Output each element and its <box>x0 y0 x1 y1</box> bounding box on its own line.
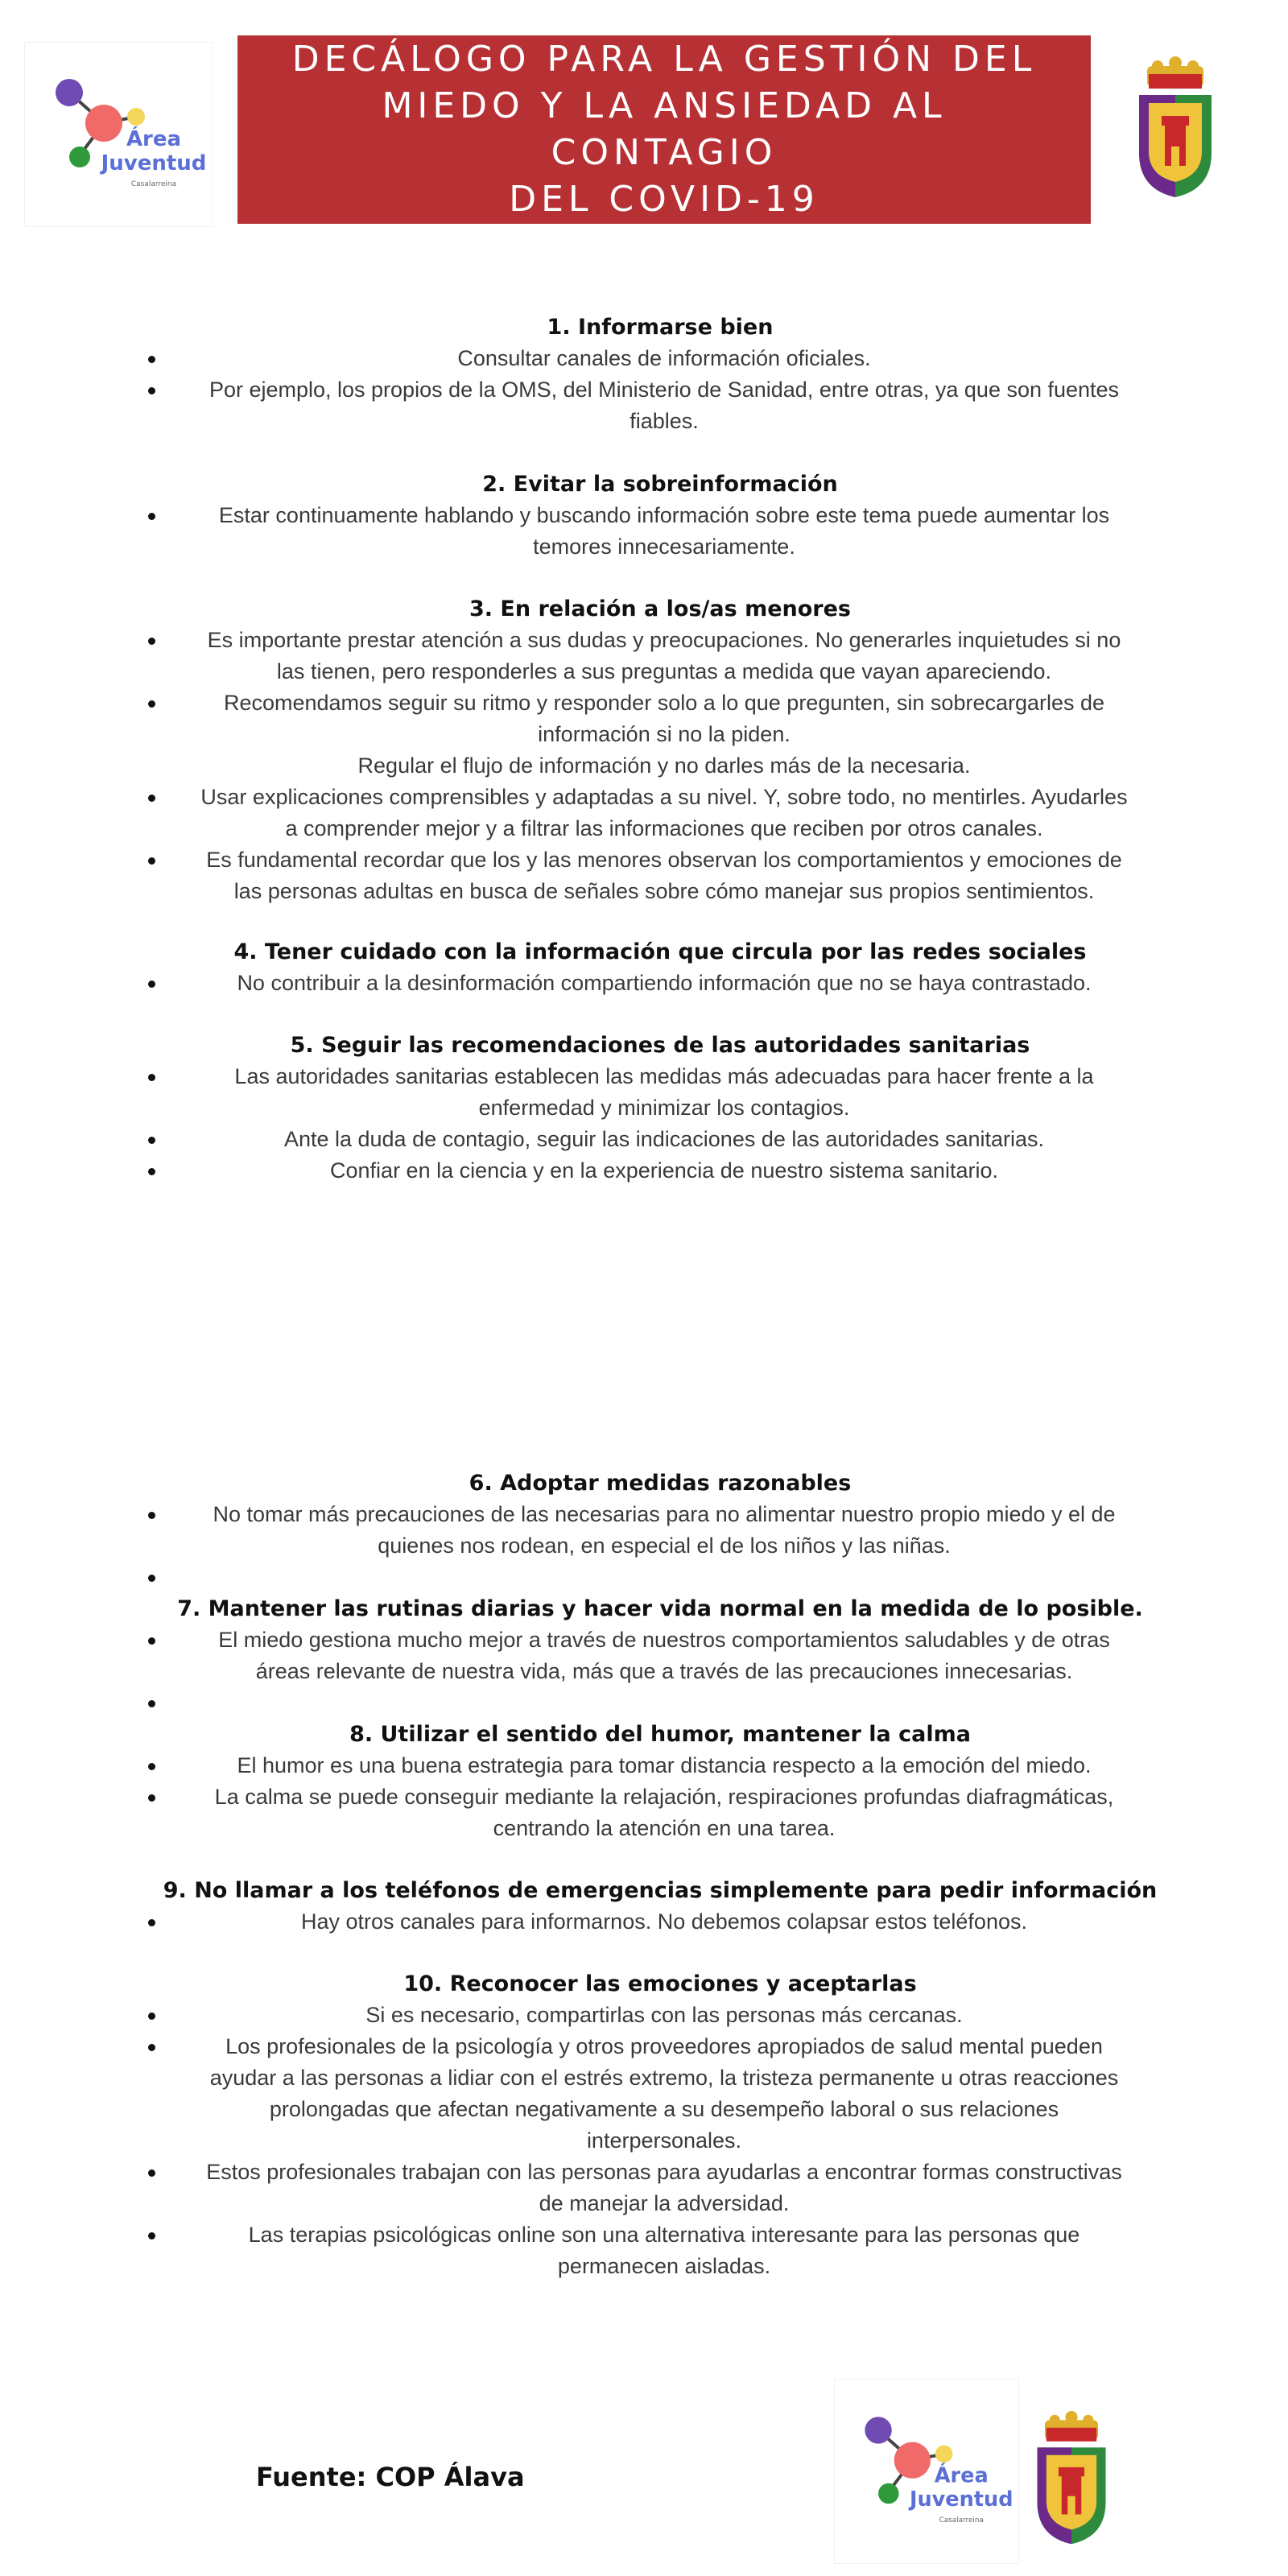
area-juventud-logo-icon <box>25 43 212 226</box>
title-banner <box>237 35 1091 224</box>
coat-of-arms-footer <box>1029 2411 1114 2548</box>
list-item: No contribuir a la desinformación compartiendo información que no se haya contrastado. <box>137 968 1183 999</box>
list-item: Usar explicaciones comprensibles y adaptadas a su nivel. Y, sobre todo, no mentirles. Ayudarles a comprender mejor y a filtrar las informaciones que reciben por otros canales. <box>137 782 1183 844</box>
area-juventud-logo <box>24 42 213 227</box>
section-title: 4. Tener cuidado con la información que circula por las redes sociales <box>233 939 1087 964</box>
section-2 <box>137 469 1183 563</box>
area-juventud-logo-icon <box>835 2380 1018 2563</box>
list-item: Consultar canales de información oficiales. <box>137 343 1183 374</box>
list-item-empty <box>137 1562 1183 1593</box>
section-6 <box>137 1468 1183 1593</box>
section-title: 9. No llamar a los teléfonos de emergencias simplemente para pedir información <box>163 1878 1158 1903</box>
svg-text:Juventud: Juventud <box>101 151 207 175</box>
bullet-list <box>137 500 1183 563</box>
list-item: Recomendamos seguir su ritmo y responder solo a lo que pregunten, sin sobrecargarles de información si no la piden. <box>137 687 1183 750</box>
list-item: Hay otros canales para informarnos. No debemos colapsar estos teléfonos. <box>137 1906 1183 1938</box>
bullet-list <box>137 625 1183 907</box>
coat-of-arms <box>1131 56 1220 201</box>
svg-text:Área: Área <box>934 2463 989 2488</box>
section-title: 1. Informarse bien <box>547 315 774 340</box>
section-title: 3. En relación a los/as menores <box>469 597 851 621</box>
svg-text:Casalarreina: Casalarreina <box>939 2516 984 2524</box>
list-item: El miedo gestiona mucho mejor a través de nuestros comportamientos saludables y de otras áreas relevante de nuestra vida, más que a través de las precauciones innecesarias. <box>137 1624 1183 1687</box>
bullet-list <box>137 343 1183 437</box>
list-item: No tomar más precauciones de las necesarias para no alimentar nuestro propio miedo y el de quienes nos rodean, en especial el de los niños y las niñas. <box>137 1499 1183 1562</box>
section-title: 8. Utilizar el sentido del humor, mantener la calma <box>349 1722 971 1747</box>
list-item: Por ejemplo, los propios de la OMS, del Ministerio de Sanidad, entre otras, ya que son fuentes fiables. <box>137 374 1183 437</box>
section-1 <box>137 312 1183 437</box>
list-item: Si es necesario, compartirlas con las personas más cercanas. <box>137 2000 1183 2031</box>
bullet-list <box>137 968 1183 999</box>
area-juventud-logo-footer <box>834 2379 1019 2564</box>
bullet-list <box>137 1499 1183 1593</box>
section-title: 7. Mantener las rutinas diarias y hacer vida normal en la medida de lo posible. <box>177 1596 1143 1621</box>
bullet-list <box>137 1750 1183 1844</box>
page-title: DECÁLOGO PARA LA GESTIÓN DEL MIEDO Y LA ANSIEDAD AL CONTAGIO DEL COVID-19 <box>291 39 1037 220</box>
svg-text:Casalarreina: Casalarreina <box>130 180 177 188</box>
section-7 <box>137 1594 1183 1719</box>
list-note: Regular el flujo de información y no darles más de la necesaria. <box>357 753 971 778</box>
coat-of-arms-icon <box>1131 56 1220 201</box>
list-item-empty <box>137 1687 1183 1719</box>
svg-text:Área: Área <box>126 127 182 151</box>
section-10 <box>137 1969 1183 2282</box>
section-8 <box>137 1719 1183 1844</box>
coat-of-arms-icon <box>1029 2411 1114 2548</box>
list-item: Es importante prestar atención a sus dudas y preocupaciones. No generarles inquietudes si no las tienen, pero responderles a sus preguntas a medida que vayan apareciendo. <box>137 625 1183 687</box>
section-title: 5. Seguir las recomendaciones de las autoridades sanitarias <box>290 1033 1030 1058</box>
bullet-list <box>137 1061 1183 1187</box>
list-item: La calma se puede conseguir mediante la relajación, respiraciones profundas diafragmáticas, centrando la atención en una tarea. <box>137 1781 1183 1844</box>
section-title: 6. Adoptar medidas razonables <box>469 1471 852 1496</box>
list-item: Los profesionales de la psicología y otros proveedores apropiados de salud mental pueden ayudar a las personas a lidiar con el estrés extremo, la tristeza permanente u otras reacciones prolongadas que afectan negativamente a su desempeño laboral o sus relaciones interpersonales. <box>137 2031 1183 2157</box>
list-item: Estar continuamente hablando y buscando información sobre este tema puede aumentar los temores innecesariamente. <box>137 500 1183 563</box>
list-item: Estos profesionales trabajan con las personas para ayudarlas a encontrar formas constructivas de manejar la adversidad. <box>137 2157 1183 2219</box>
section-title: 2. Evitar la sobreinformación <box>482 472 838 497</box>
section-5 <box>137 1030 1183 1187</box>
svg-text:Juventud: Juventud <box>909 2487 1013 2512</box>
list-item: Las terapias psicológicas online son una alternativa interesante para las personas que permanecen aisladas. <box>137 2219 1183 2282</box>
list-item: El humor es una buena estrategia para tomar distancia respecto a la emoción del miedo. <box>137 1750 1183 1781</box>
list-item: Las autoridades sanitarias establecen las medidas más adecuadas para hacer frente a la enfermedad y minimizar los contagios. <box>137 1061 1183 1124</box>
bullet-list <box>137 1624 1183 1719</box>
list-item: Confiar en la ciencia y en la experiencia de nuestro sistema sanitario. <box>137 1155 1183 1187</box>
list-item: Ante la duda de contagio, seguir las indicaciones de las autoridades sanitarias. <box>137 1124 1183 1155</box>
bullet-list <box>137 2000 1183 2282</box>
section-4 <box>137 937 1183 999</box>
section-9 <box>137 1876 1183 1938</box>
list-item: Es fundamental recordar que los y las menores observan los comportamientos y emociones de las personas adultas en busca de señales sobre cómo manejar sus propios sentimientos. <box>137 844 1183 907</box>
source-credit: Fuente: COP Álava <box>256 2462 525 2492</box>
section-3 <box>137 594 1183 907</box>
section-title: 10. Reconocer las emociones y aceptarlas <box>403 1971 917 1996</box>
bullet-list <box>137 1906 1183 1938</box>
